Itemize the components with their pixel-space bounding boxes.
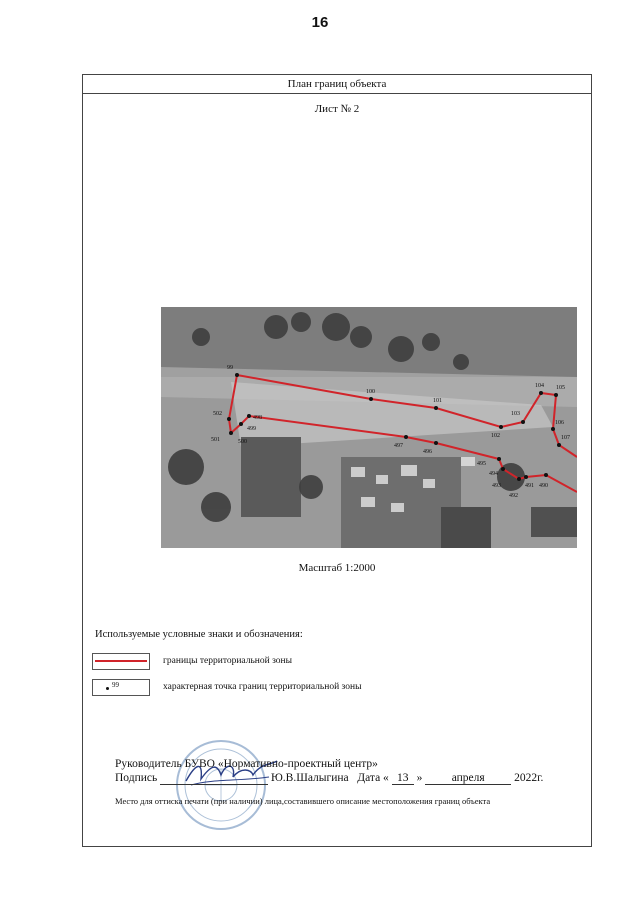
point-label: 498 [253,415,262,421]
point-label: 103 [511,411,520,417]
point-label: 500 [238,439,247,445]
legend-line-text: границы территориальной зоны [163,656,293,666]
point-label: 499 [247,426,256,432]
point-label: 102 [491,433,500,439]
point-label: 101 [433,398,442,404]
scale-label: Масштаб 1:2000 [298,562,376,574]
document-frame [82,74,592,847]
legend-line-symbol [92,653,150,670]
date-year: 2022г. [514,772,544,784]
legend-title: Используемые условные знаки и обозначения: [95,629,303,640]
date-day: 13 [392,772,414,785]
point-label: 502 [213,411,222,417]
point-label: 104 [535,383,544,389]
signature-line [115,772,543,785]
signature-blank [160,772,268,785]
point-dot-icon [106,687,109,690]
point-label: 497 [394,443,403,449]
point-label: 99 [227,365,233,371]
pond-area [241,437,301,517]
document-title: План границ объекта [83,75,591,94]
point-label: 494 [489,471,498,477]
point-label: 496 [423,449,432,455]
point-label: 100 [366,389,375,395]
point-label: 106 [555,420,564,426]
sheet-label: Лист № 2 [314,103,360,115]
map-svg [161,307,577,548]
point-label: 495 [477,461,486,467]
page-number: 16 [311,14,329,31]
red-line-icon [95,660,147,662]
point-label: 492 [509,493,518,499]
point-label: 107 [561,435,570,441]
point-label: 490 [539,483,548,489]
legend-point-symbol [92,679,150,696]
legend-point-text: характерная точка границ территориальной зоны [163,682,362,692]
point-label: 491 [525,483,534,489]
signer-name: Ю.В.Шалыгина [270,772,349,784]
garden-plot [441,507,491,548]
point-label: 493 [492,483,501,489]
point-label: 105 [556,385,565,391]
sign-label: Подпись [115,772,158,784]
signature-title: Руководитель БУВО «Нормативно-проектный центр» [115,758,378,770]
garden-plot-2 [531,507,577,537]
date-month: апреля [425,772,511,785]
stamp-note: Место для оттиска печати (при наличии) лица,составившего описание местоположения границ объекта [115,796,491,806]
date-mid: » [416,772,423,784]
date-label: Дата « [357,772,389,784]
boundary-map [161,307,577,548]
point-label: 501 [211,437,220,443]
legend-point-number: 99 [112,681,119,689]
